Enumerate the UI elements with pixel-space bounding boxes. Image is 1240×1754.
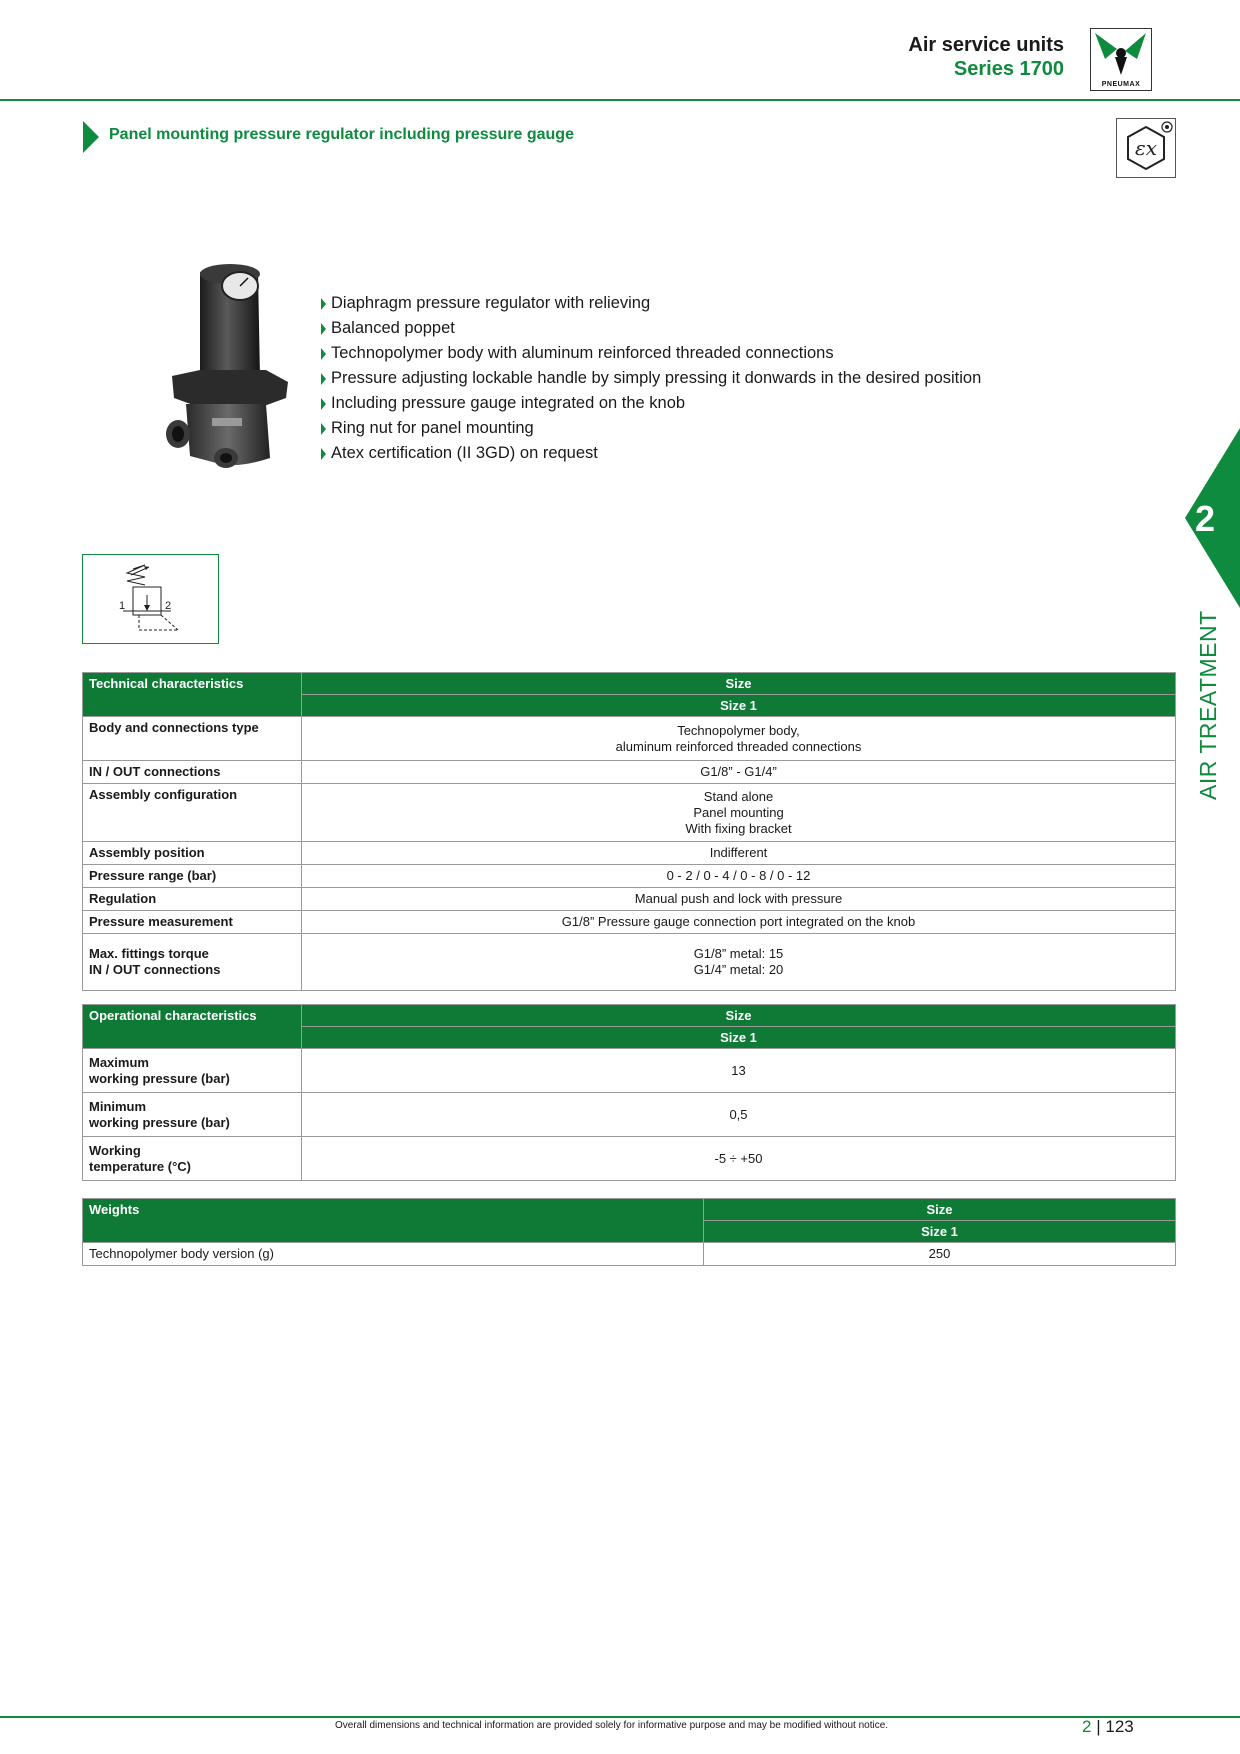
port-out-label: 2 [165,600,172,612]
size-column-header: Size 1 [302,1027,1176,1049]
table-row [83,911,1176,934]
row-value: G1/8” Pressure gauge connection port integrated on the knob [561,914,916,929]
feature-item [321,366,981,391]
table-row [83,1243,1176,1266]
size-column-header: Size 1 [704,1221,1176,1243]
feature-item [321,291,981,316]
header-title-block [908,33,1064,81]
atex-hexagon-icon [1117,119,1175,177]
feature-text: Balanced poppet [331,319,455,337]
row-label: working pressure (bar) [89,1070,230,1086]
feature-item [321,341,981,366]
table-row [83,761,1176,784]
size-header: Size [302,673,1176,695]
feature-text: Including pressure gauge integrated on the knob [331,394,686,412]
pneumatic-symbol [82,554,219,644]
port-in-label: 1 [119,600,126,612]
row-label: Working [89,1142,141,1158]
size-header: Size [302,1005,1176,1027]
row-value: Manual push and lock with pressure [634,891,843,906]
row-value: 0 - 2 / 0 - 4 / 0 - 8 / 0 - 12 [666,868,811,883]
row-value: Indifferent [709,845,768,860]
row-label: Pressure measurement [89,914,233,929]
table-row [83,717,1176,761]
operational-characteristics-table [82,1004,1176,1181]
table-row [83,784,1176,842]
weights-table [82,1198,1176,1266]
feature-item [321,316,981,341]
bullet-arrow-icon [321,373,326,385]
row-value: Stand alone [703,788,774,804]
technical-characteristics-table [82,672,1176,991]
row-label: IN / OUT connections [89,962,221,977]
page-separator: | [1096,1717,1101,1736]
feature-item [321,441,981,466]
brand-name: PNEUMAX [1101,81,1141,88]
row-label: Body and connections type [89,720,259,735]
size-column-header: Size 1 [302,695,1176,717]
brand-logo [1090,28,1152,91]
size-header: Size [704,1199,1176,1221]
row-label: Technopolymer body version (g) [89,1246,274,1261]
row-value: G1/4” metal: 20 [693,962,784,977]
bullet-arrow-icon [321,323,326,335]
svg-text:εx: εx [1134,136,1158,160]
chapter-number: 2 [1195,498,1216,539]
row-label: Maximum [89,1054,149,1070]
table-row [83,1093,1176,1137]
row-value: 0,5 [729,1106,748,1122]
page-number [1082,1717,1134,1737]
bullet-arrow-icon [321,448,326,460]
row-value: G1/8” - G1/4” [700,764,777,779]
table-row [83,842,1176,865]
row-label: Assembly position [89,845,205,860]
page-index: 123 [1105,1717,1134,1736]
row-label: Regulation [89,891,157,906]
table-row [83,888,1176,911]
bullet-arrow-icon [321,298,326,310]
table-row [83,934,1176,991]
row-value: 13 [731,1062,746,1078]
row-value: aluminum reinforced threaded connections [615,738,862,754]
technical-header: Technical characteristics [83,673,302,717]
section-title: Panel mounting pressure regulator including pressure gauge [109,126,574,143]
row-value: With fixing bracket [685,820,792,836]
row-value: Technopolymer body, [677,722,800,738]
bullet-arrow-icon [321,398,326,410]
section-arrow-icon [83,121,99,153]
row-label: temperature (°C) [89,1158,191,1174]
table-row [83,1137,1176,1181]
footer-note: Overall dimensions and technical information are provided solely for informative purpose and may be modified without notice. [335,1720,889,1731]
feature-text: Technopolymer body with aluminum reinforced threaded connections [331,344,834,362]
table-row [83,865,1176,888]
page-section: 2 [1082,1717,1092,1736]
feature-text: Pressure adjusting lockable handle by simply pressing it donwards in the desired position [331,369,982,387]
bullet-arrow-icon [321,348,326,360]
weights-header: Weights [83,1199,704,1243]
row-label: Max. fittings torque [89,946,209,961]
header-series: Series 1700 [953,58,1064,80]
bullet-arrow-icon [321,423,326,435]
row-label: Assembly configuration [89,787,238,802]
header-rule [0,99,1240,101]
chapter-label: AIR TREATMENT [1195,610,1221,800]
row-label: Minimum [89,1098,147,1114]
operational-header: Operational characteristics [83,1005,302,1049]
feature-text: Ring nut for panel mounting [331,419,534,437]
table-row [83,1049,1176,1093]
feature-list [321,291,981,466]
feature-text: Atex certification (II 3GD) on request [331,444,598,462]
feature-item [321,391,981,416]
feature-item [321,416,981,441]
regulator-symbol-icon [83,555,218,643]
row-value: -5 ÷ +50 [714,1150,763,1166]
row-label: IN / OUT connections [89,764,221,779]
footer-rule [0,1716,1240,1718]
row-value: 250 [928,1246,951,1261]
row-label: Pressure range (bar) [89,868,217,883]
row-value: G1/8” metal: 15 [693,946,784,961]
atex-badge [1116,118,1176,178]
feature-text: Diaphragm pressure regulator with relieving [331,294,651,312]
row-label: working pressure (bar) [89,1114,230,1130]
row-value: Panel mounting [693,804,784,820]
header-title: Air service units [908,34,1064,56]
product-image [160,258,290,498]
brand-logo-icon [1091,29,1150,77]
